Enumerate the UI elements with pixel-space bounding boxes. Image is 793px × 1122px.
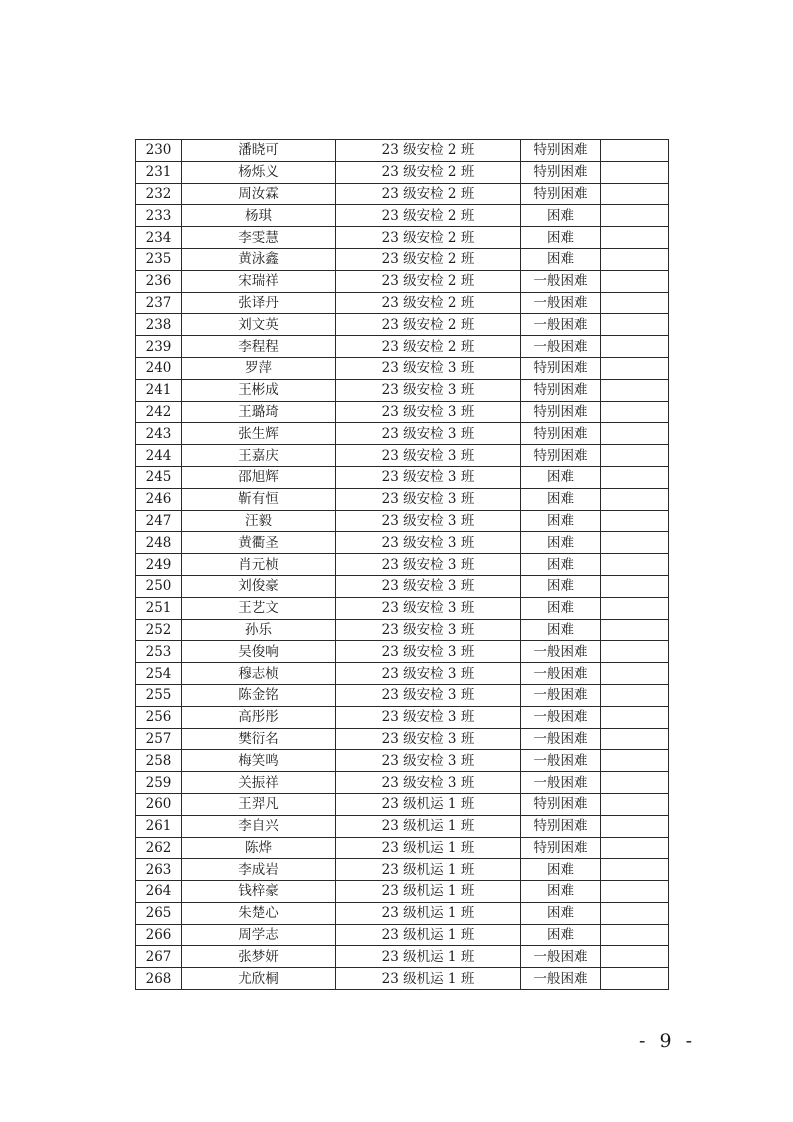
table-row [136,379,669,401]
row-number-cell: 236 [136,270,182,292]
remarks-cell [601,140,669,162]
student-name-cell: 关振祥 [182,772,336,794]
difficulty-level-cell: 一般困难 [521,946,601,968]
table-row [136,837,669,859]
table-row [136,357,669,379]
remarks-cell [601,248,669,270]
remarks-cell [601,227,669,249]
class-name-cell: 23 级安检 2 班 [336,140,521,162]
class-name-cell: 23 级安检 2 班 [336,314,521,336]
table-row [136,641,669,663]
table-row [136,466,669,488]
table-row [136,706,669,728]
student-name-cell: 钱梓豪 [182,881,336,903]
table-row [136,619,669,641]
class-name-cell: 23 级安检 2 班 [336,248,521,270]
class-name-cell: 23 级安检 3 班 [336,597,521,619]
table-row [136,597,669,619]
class-name-cell: 23 级安检 3 班 [336,466,521,488]
class-name-cell: 23 级机运 1 班 [336,902,521,924]
table-row [136,488,669,510]
class-name-cell: 23 级安检 3 班 [336,641,521,663]
row-number-cell: 251 [136,597,182,619]
class-name-cell: 23 级安检 3 班 [336,401,521,423]
student-name-cell: 李雯慧 [182,227,336,249]
table-row [136,859,669,881]
row-number-cell: 267 [136,946,182,968]
remarks-cell [601,314,669,336]
class-name-cell: 23 级安检 3 班 [336,728,521,750]
class-name-cell: 23 级安检 3 班 [336,379,521,401]
student-name-cell: 樊衍名 [182,728,336,750]
difficulty-level-cell: 困难 [521,554,601,576]
table-row [136,902,669,924]
remarks-cell [601,641,669,663]
remarks-cell [601,968,669,990]
student-name-cell: 潘晓可 [182,140,336,162]
student-name-cell: 刘文英 [182,314,336,336]
difficulty-level-cell: 一般困难 [521,270,601,292]
row-number-cell: 264 [136,881,182,903]
class-name-cell: 23 级安检 3 班 [336,706,521,728]
student-name-cell: 张梦妍 [182,946,336,968]
row-number-cell: 262 [136,837,182,859]
class-name-cell: 23 级机运 1 班 [336,946,521,968]
student-name-cell: 靳有恒 [182,488,336,510]
difficulty-level-cell: 困难 [521,575,601,597]
table-row [136,248,669,270]
remarks-cell [601,488,669,510]
difficulty-level-cell: 特别困难 [521,161,601,183]
remarks-cell [601,728,669,750]
difficulty-level-cell: 一般困难 [521,314,601,336]
student-name-cell: 李程程 [182,336,336,358]
difficulty-level-cell: 一般困难 [521,772,601,794]
table-row [136,161,669,183]
table-row [136,227,669,249]
difficulty-level-cell: 特别困难 [521,379,601,401]
remarks-cell [601,881,669,903]
class-name-cell: 23 级机运 1 班 [336,859,521,881]
class-name-cell: 23 级安检 2 班 [336,227,521,249]
student-name-cell: 陈金铭 [182,684,336,706]
class-name-cell: 23 级安检 2 班 [336,183,521,205]
student-name-cell: 高彤彤 [182,706,336,728]
row-number-cell: 261 [136,815,182,837]
difficulty-level-cell: 困难 [521,881,601,903]
remarks-cell [601,663,669,685]
table-row [136,575,669,597]
student-name-cell: 宋瑞祥 [182,270,336,292]
student-name-cell: 罗萍 [182,357,336,379]
row-number-cell: 242 [136,401,182,423]
difficulty-level-cell: 困难 [521,532,601,554]
table-row [136,423,669,445]
student-name-cell: 黄泳鑫 [182,248,336,270]
student-name-cell: 周学志 [182,924,336,946]
student-name-cell: 黄衢圣 [182,532,336,554]
remarks-cell [601,554,669,576]
table-body [136,140,669,990]
row-number-cell: 243 [136,423,182,445]
difficulty-level-cell: 困难 [521,227,601,249]
remarks-cell [601,619,669,641]
student-name-cell: 汪毅 [182,510,336,532]
difficulty-level-cell: 困难 [521,902,601,924]
remarks-cell [601,597,669,619]
remarks-cell [601,510,669,532]
table-row [136,663,669,685]
class-name-cell: 23 级安检 3 班 [336,423,521,445]
row-number-cell: 252 [136,619,182,641]
class-name-cell: 23 级安检 2 班 [336,270,521,292]
table-row [136,946,669,968]
difficulty-level-cell: 一般困难 [521,728,601,750]
remarks-cell [601,292,669,314]
class-name-cell: 23 级机运 1 班 [336,924,521,946]
table-row [136,510,669,532]
row-number-cell: 230 [136,140,182,162]
class-name-cell: 23 级安检 2 班 [336,205,521,227]
table-row [136,205,669,227]
table-row [136,881,669,903]
remarks-cell [601,946,669,968]
table-row [136,924,669,946]
difficulty-level-cell: 困难 [521,859,601,881]
difficulty-level-cell: 特别困难 [521,401,601,423]
class-name-cell: 23 级安检 2 班 [336,336,521,358]
student-name-cell: 梅笑鸣 [182,750,336,772]
class-name-cell: 23 级机运 1 班 [336,968,521,990]
row-number-cell: 234 [136,227,182,249]
student-name-cell: 穆志桢 [182,663,336,685]
student-name-cell: 周汝霖 [182,183,336,205]
student-table [135,139,669,990]
remarks-cell [601,401,669,423]
row-number-cell: 265 [136,902,182,924]
class-name-cell: 23 级机运 1 班 [336,837,521,859]
table-row [136,554,669,576]
remarks-cell [601,815,669,837]
remarks-cell [601,336,669,358]
remarks-cell [601,423,669,445]
class-name-cell: 23 级安检 3 班 [336,488,521,510]
student-table-container [135,139,669,990]
difficulty-level-cell: 困难 [521,597,601,619]
class-name-cell: 23 级机运 1 班 [336,793,521,815]
class-name-cell: 23 级安检 3 班 [336,663,521,685]
student-name-cell: 肖元桢 [182,554,336,576]
row-number-cell: 256 [136,706,182,728]
difficulty-level-cell: 困难 [521,924,601,946]
table-row [136,684,669,706]
remarks-cell [601,793,669,815]
row-number-cell: 231 [136,161,182,183]
page-number: - 9 - [638,1030,696,1052]
row-number-cell: 268 [136,968,182,990]
row-number-cell: 253 [136,641,182,663]
student-name-cell: 李成岩 [182,859,336,881]
difficulty-level-cell: 困难 [521,510,601,532]
row-number-cell: 235 [136,248,182,270]
remarks-cell [601,466,669,488]
class-name-cell: 23 级安检 3 班 [336,510,521,532]
row-number-cell: 266 [136,924,182,946]
student-name-cell: 陈烨 [182,837,336,859]
table-row [136,532,669,554]
row-number-cell: 263 [136,859,182,881]
remarks-cell [601,837,669,859]
difficulty-level-cell: 特别困难 [521,183,601,205]
row-number-cell: 240 [136,357,182,379]
difficulty-level-cell: 困难 [521,248,601,270]
class-name-cell: 23 级安检 3 班 [336,357,521,379]
class-name-cell: 23 级安检 3 班 [336,575,521,597]
table-row [136,793,669,815]
student-name-cell: 李自兴 [182,815,336,837]
row-number-cell: 250 [136,575,182,597]
class-name-cell: 23 级安检 3 班 [336,750,521,772]
row-number-cell: 258 [136,750,182,772]
student-name-cell: 尤欣桐 [182,968,336,990]
class-name-cell: 23 级安检 3 班 [336,554,521,576]
remarks-cell [601,684,669,706]
row-number-cell: 239 [136,336,182,358]
student-name-cell: 朱楚心 [182,902,336,924]
difficulty-level-cell: 一般困难 [521,750,601,772]
difficulty-level-cell: 特别困难 [521,140,601,162]
row-number-cell: 248 [136,532,182,554]
row-number-cell: 244 [136,445,182,467]
difficulty-level-cell: 一般困难 [521,292,601,314]
difficulty-level-cell: 困难 [521,466,601,488]
table-row [136,728,669,750]
student-name-cell: 张生辉 [182,423,336,445]
class-name-cell: 23 级安检 2 班 [336,161,521,183]
row-number-cell: 259 [136,772,182,794]
difficulty-level-cell: 特别困难 [521,445,601,467]
row-number-cell: 254 [136,663,182,685]
student-name-cell: 孙乐 [182,619,336,641]
table-row [136,815,669,837]
table-row [136,270,669,292]
remarks-cell [601,161,669,183]
difficulty-level-cell: 一般困难 [521,641,601,663]
difficulty-level-cell: 特别困难 [521,815,601,837]
row-number-cell: 232 [136,183,182,205]
table-row [136,336,669,358]
student-name-cell: 邵旭辉 [182,466,336,488]
student-name-cell: 杨琪 [182,205,336,227]
difficulty-level-cell: 一般困难 [521,968,601,990]
difficulty-level-cell: 特别困难 [521,423,601,445]
class-name-cell: 23 级安检 3 班 [336,684,521,706]
difficulty-level-cell: 一般困难 [521,336,601,358]
difficulty-level-cell: 一般困难 [521,706,601,728]
class-name-cell: 23 级安检 3 班 [336,619,521,641]
class-name-cell: 23 级安检 3 班 [336,532,521,554]
remarks-cell [601,183,669,205]
class-name-cell: 23 级安检 3 班 [336,445,521,467]
student-name-cell: 杨烁义 [182,161,336,183]
difficulty-level-cell: 特别困难 [521,793,601,815]
student-name-cell: 王彬成 [182,379,336,401]
remarks-cell [601,575,669,597]
student-name-cell: 吴俊响 [182,641,336,663]
class-name-cell: 23 级安检 3 班 [336,772,521,794]
row-number-cell: 260 [136,793,182,815]
row-number-cell: 249 [136,554,182,576]
remarks-cell [601,205,669,227]
difficulty-level-cell: 困难 [521,619,601,641]
student-name-cell: 张译丹 [182,292,336,314]
remarks-cell [601,772,669,794]
student-name-cell: 王羿凡 [182,793,336,815]
table-row [136,445,669,467]
student-name-cell: 王璐琦 [182,401,336,423]
remarks-cell [601,706,669,728]
student-name-cell: 刘俊豪 [182,575,336,597]
difficulty-level-cell: 困难 [521,205,601,227]
row-number-cell: 237 [136,292,182,314]
table-row [136,401,669,423]
difficulty-level-cell: 特别困难 [521,357,601,379]
table-row [136,772,669,794]
row-number-cell: 247 [136,510,182,532]
table-row [136,750,669,772]
table-row [136,314,669,336]
difficulty-level-cell: 特别困难 [521,837,601,859]
row-number-cell: 246 [136,488,182,510]
remarks-cell [601,902,669,924]
row-number-cell: 241 [136,379,182,401]
class-name-cell: 23 级安检 2 班 [336,292,521,314]
student-name-cell: 王艺文 [182,597,336,619]
table-row [136,140,669,162]
remarks-cell [601,445,669,467]
row-number-cell: 255 [136,684,182,706]
remarks-cell [601,859,669,881]
student-name-cell: 王嘉庆 [182,445,336,467]
table-row [136,292,669,314]
difficulty-level-cell: 一般困难 [521,663,601,685]
table-row [136,183,669,205]
difficulty-level-cell: 困难 [521,488,601,510]
remarks-cell [601,532,669,554]
row-number-cell: 245 [136,466,182,488]
table-row [136,968,669,990]
difficulty-level-cell: 一般困难 [521,684,601,706]
row-number-cell: 233 [136,205,182,227]
class-name-cell: 23 级机运 1 班 [336,815,521,837]
class-name-cell: 23 级机运 1 班 [336,881,521,903]
remarks-cell [601,924,669,946]
remarks-cell [601,270,669,292]
remarks-cell [601,750,669,772]
row-number-cell: 257 [136,728,182,750]
remarks-cell [601,379,669,401]
remarks-cell [601,357,669,379]
row-number-cell: 238 [136,314,182,336]
